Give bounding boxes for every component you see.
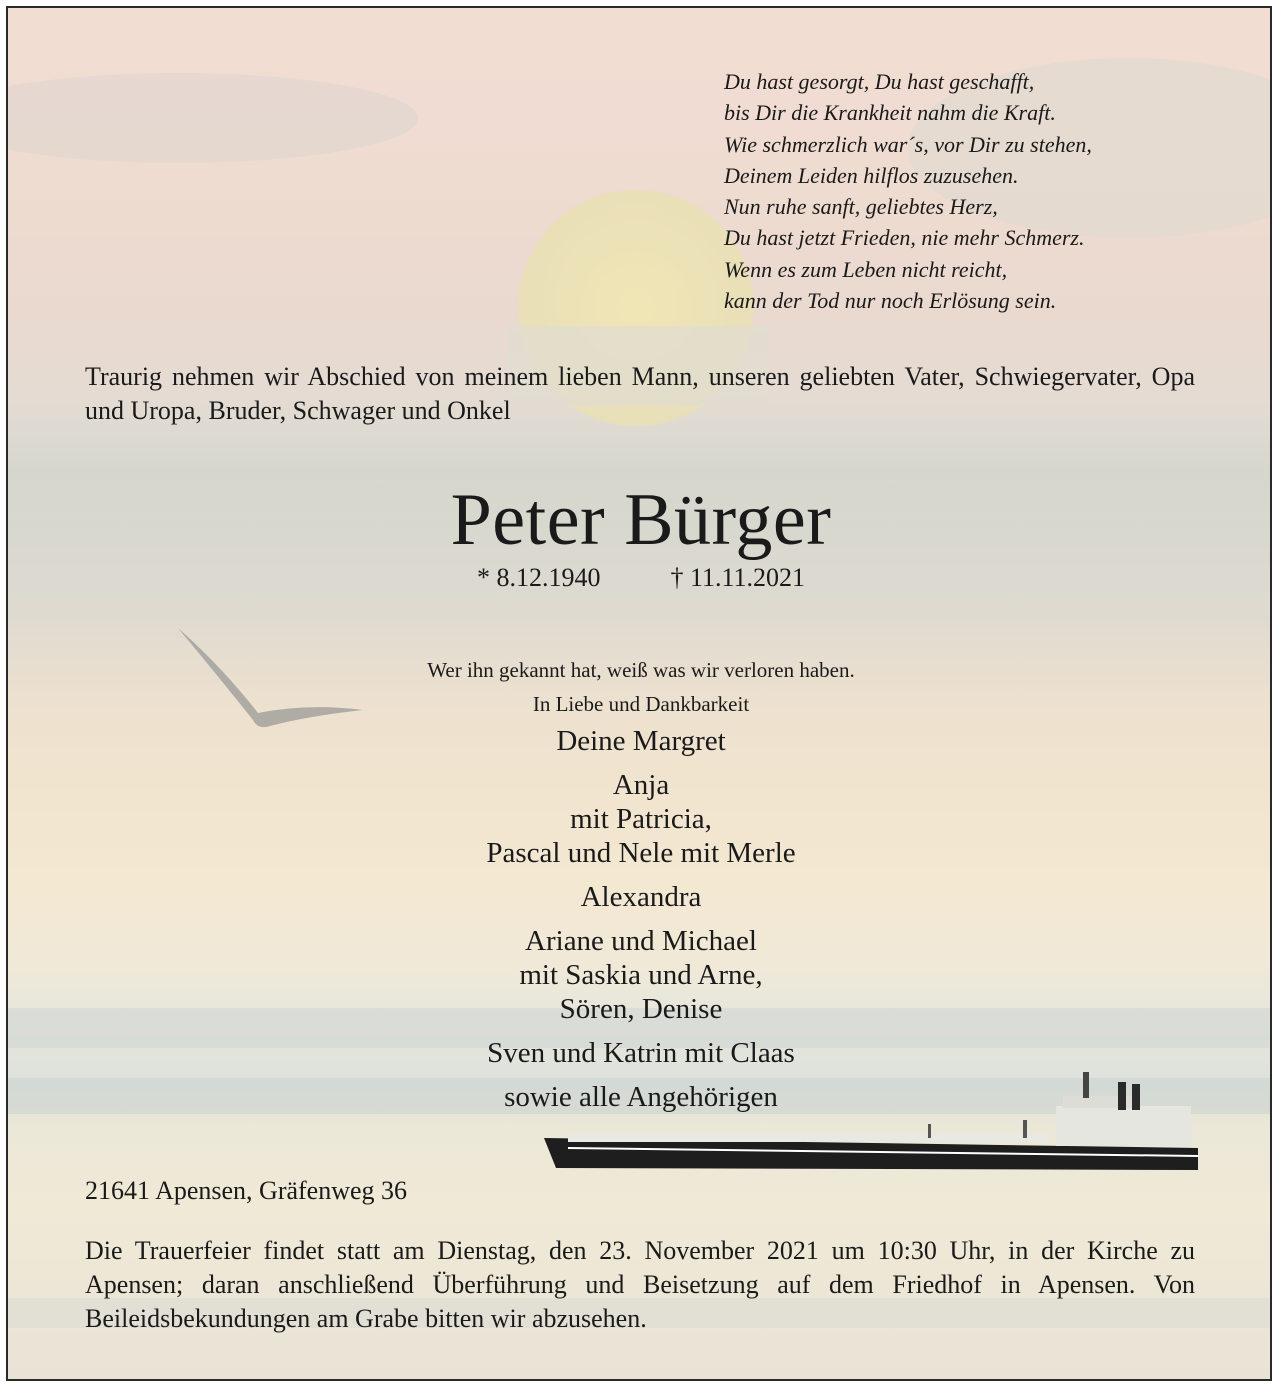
poem: [724, 66, 1244, 316]
family-group: [8, 724, 1272, 758]
poem-line: Du hast jetzt Frieden, nie mehr Schmerz.: [724, 225, 1085, 251]
deceased-name: Peter Bürger: [450, 479, 832, 561]
memorial-quote: [8, 653, 1272, 721]
address: 21641 Apensen, Gräfenweg 36: [85, 1176, 408, 1205]
family-line: Alexandra: [580, 881, 702, 913]
poem-line: Nun ruhe sanft, geliebtes Herz,: [724, 194, 998, 220]
poem-line: Du hast gesorgt, Du hast geschafft,: [724, 69, 1035, 94]
intro-text: Traurig nehmen wir Abschied von meinem lieben Mann, unseren geliebten Vater, Schwiegervater, Opa und Uropa, Bruder, Schwager und Onkel: [85, 362, 1195, 425]
family-line: Deine Margret: [556, 725, 726, 757]
cloud-left: [8, 73, 418, 163]
family-list: [8, 724, 1272, 1124]
family-line: Sven und Katrin mit Claas: [487, 1037, 795, 1069]
family-line: Anja: [612, 769, 670, 801]
obituary-notice: [6, 6, 1272, 1381]
family-line: Sören, Denise: [559, 993, 723, 1025]
family-line: mit Patricia,: [570, 803, 712, 835]
birth-date: * 8.12.1940: [476, 563, 601, 592]
quote-line: Wer ihn gekannt hat, weiß was wir verloren haben.: [427, 658, 855, 682]
family-group: [8, 924, 1272, 1026]
life-dates: [8, 563, 1272, 593]
poem-line: kann der Tod nur noch Erlösung sein.: [724, 288, 1057, 314]
poem-line: Deinem Leiden hilflos zuzusehen.: [724, 162, 1019, 188]
poem-line: Wie schmerzlich war´s, vor Dir zu stehen,: [724, 131, 1092, 157]
family-group: [8, 880, 1272, 914]
poem-line: bis Dir die Krankheit nahm die Kraft.: [724, 100, 1056, 126]
family-line: mit Saskia und Arne,: [519, 959, 763, 991]
family-line: sowie alle Angehörigen: [504, 1081, 778, 1113]
family-group: [8, 1080, 1272, 1114]
poem-line: Wenn es zum Leben nicht reicht,: [724, 256, 1008, 282]
death-date: † 11.11.2021: [670, 563, 806, 592]
quote-line: In Liebe und Dankbarkeit: [532, 692, 750, 716]
family-group: [8, 768, 1272, 870]
family-line: Pascal und Nele mit Merle: [486, 837, 796, 869]
family-group: [8, 1036, 1272, 1070]
ceremony-text: Die Trauerfeier findet statt am Dienstag, den 23. November 2021 um 10:30 Uhr, in der Kirche zu Apensen; daran anschließend Überführung und Beisetzung auf dem Friedhof in Apensen. Von Beileidsbekundungen am Grabe bitten wir abzusehen.: [85, 1236, 1195, 1333]
family-line: Ariane und Michael: [525, 925, 757, 957]
